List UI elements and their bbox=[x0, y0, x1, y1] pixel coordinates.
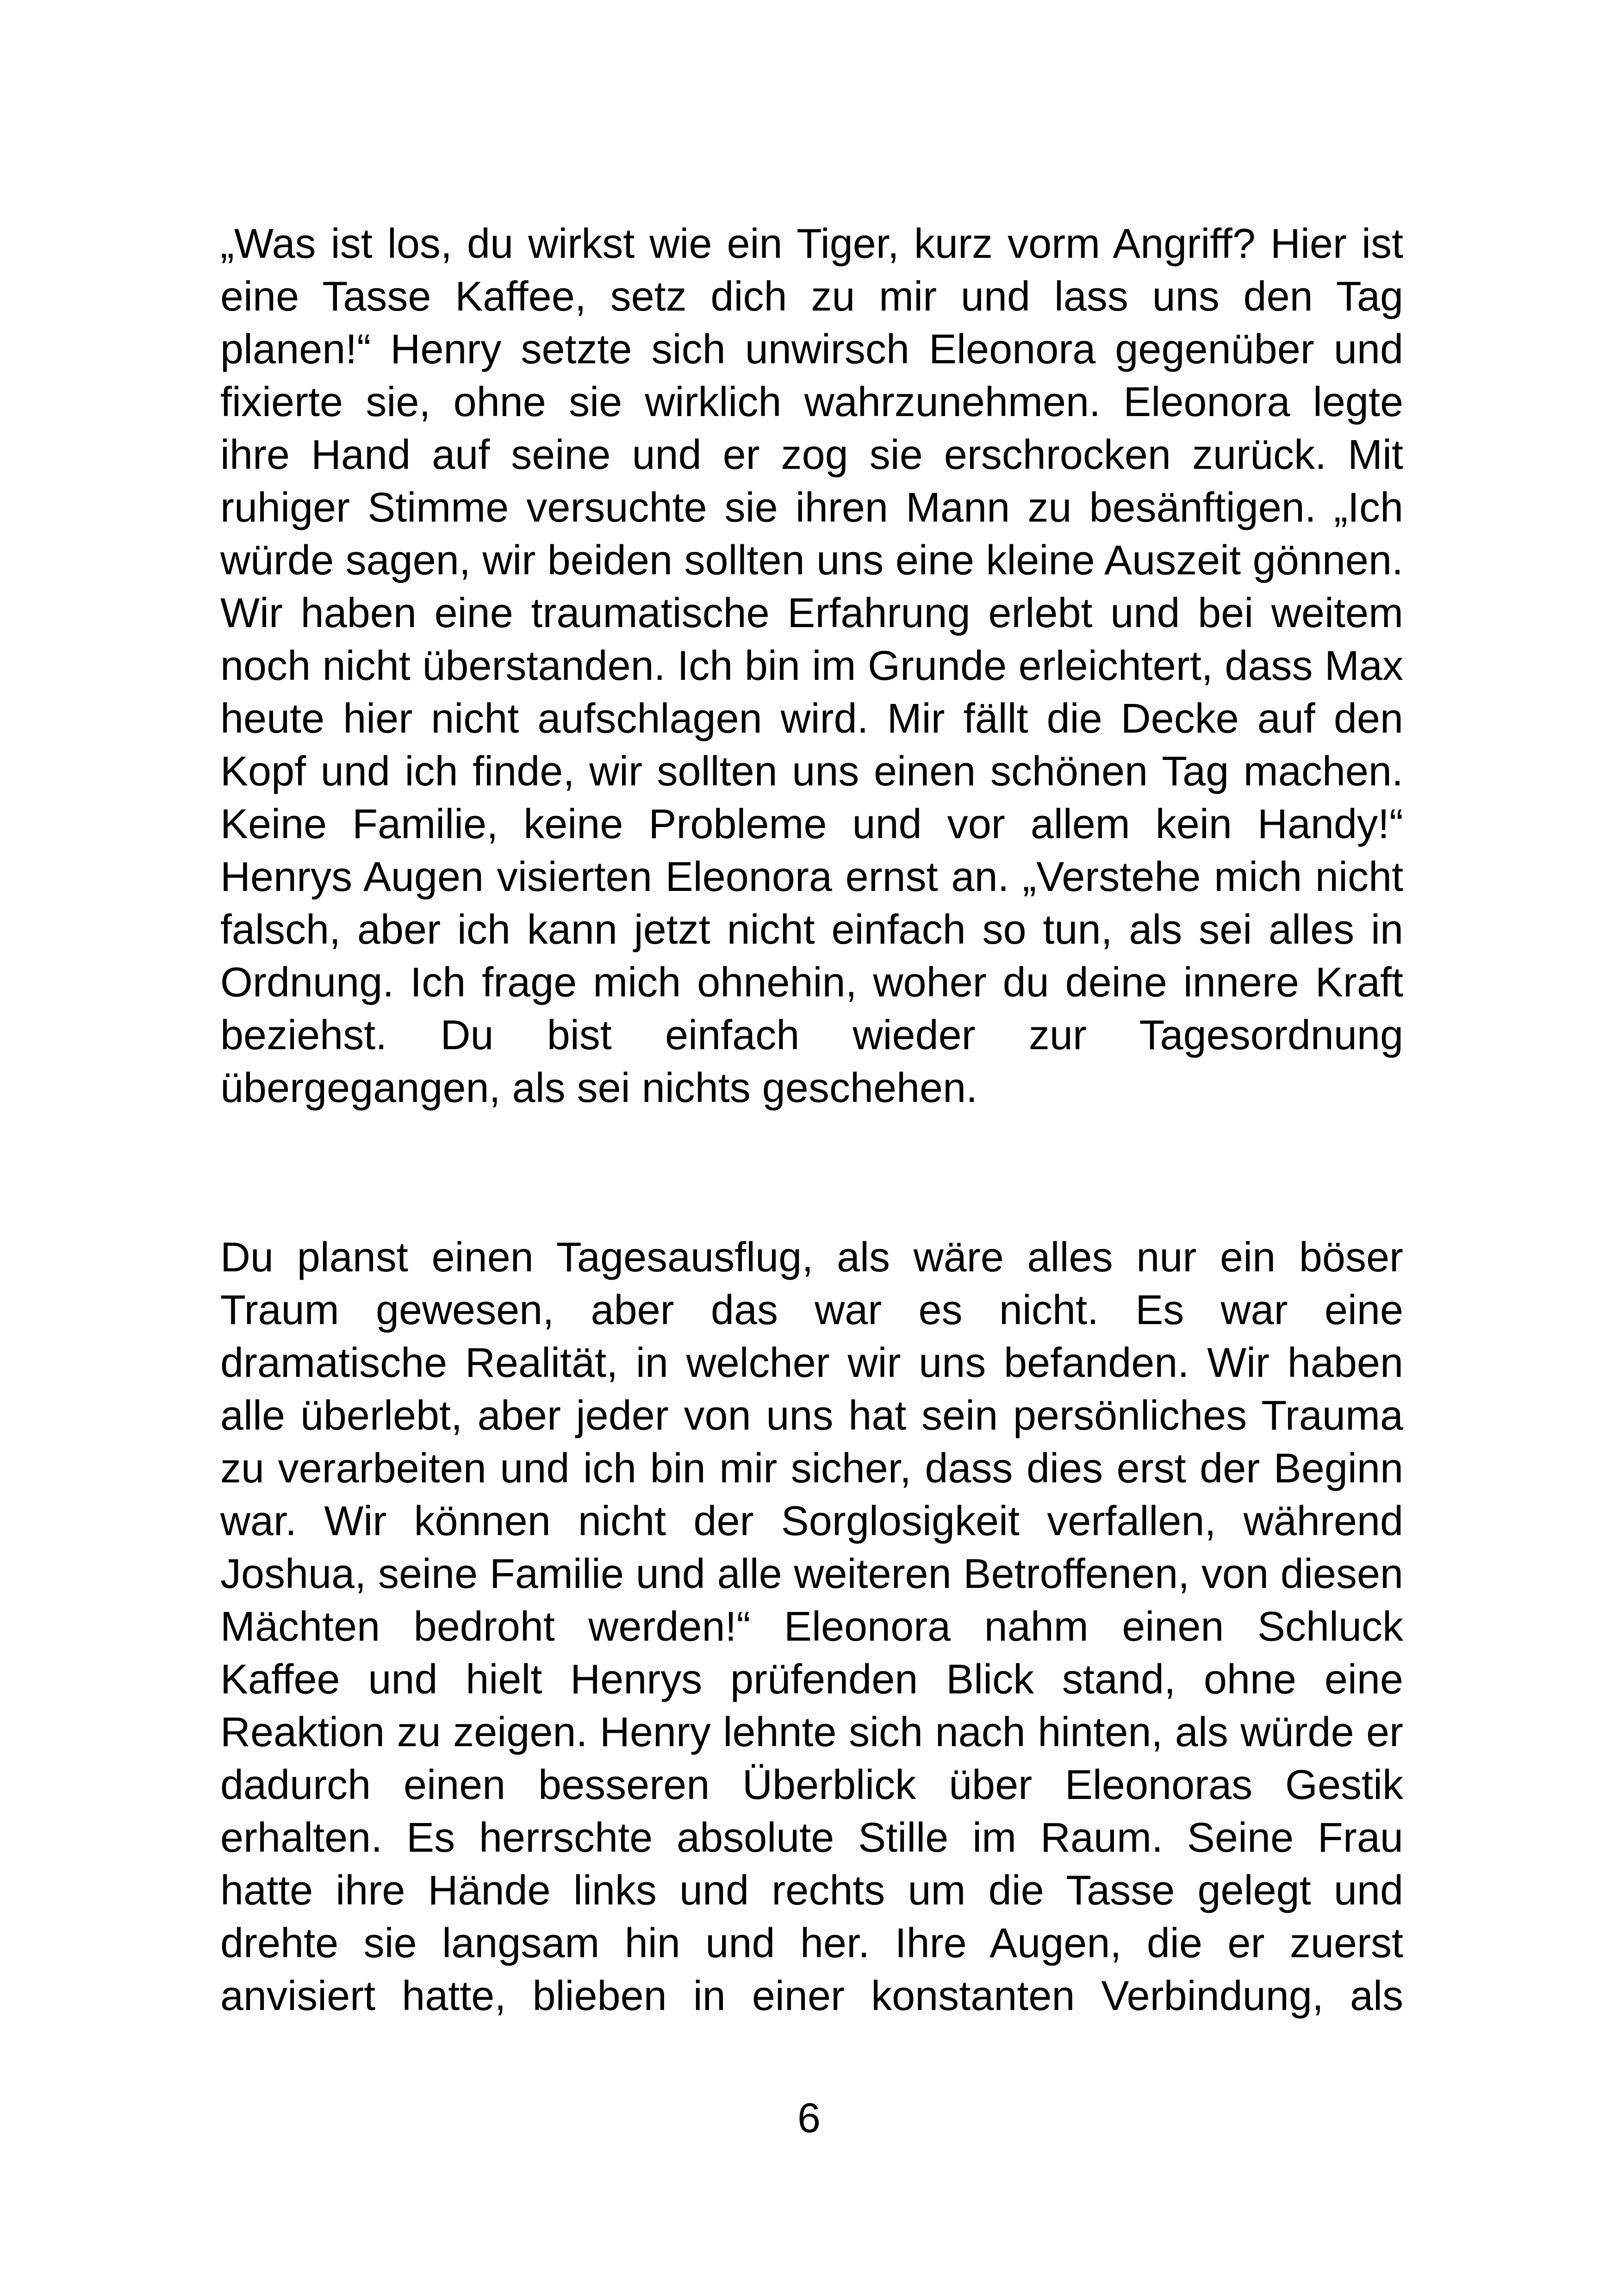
text-line: Du planst einen Tagesausflug, als wäre alles nur ein böser bbox=[220, 1234, 1403, 1281]
text-line: war. Wir können nicht der Sorglosigkeit verfallen, während bbox=[220, 1498, 1403, 1544]
text-line: würde sagen, wir beiden sollten uns eine kleine Auszeit gönnen. bbox=[220, 537, 1403, 584]
paragraph-2 bbox=[220, 1231, 1403, 2022]
text-line: „Was ist los, du wirkst wie ein Tiger, kurz vorm Angriff? Hier ist bbox=[220, 221, 1403, 267]
text-line: dramatische Realität, in welcher wir uns befanden. Wir haben bbox=[220, 1340, 1403, 1386]
text-line: Kaffee und hielt Henrys prüfenden Blick stand, ohne eine bbox=[220, 1656, 1403, 1703]
text-line: ruhiger Stimme versuchte sie ihren Mann zu besänftigen. „Ich bbox=[220, 485, 1403, 531]
text-line: übergegangen, als sei nichts geschehen. bbox=[220, 1065, 978, 1111]
text-line: planen!“ Henry setzte sich unwirsch Eleonora gegenüber und bbox=[220, 326, 1403, 373]
text-line: noch nicht überstanden. Ich bin im Grunde erleichtert, dass Max bbox=[220, 643, 1403, 689]
text-line: falsch, aber ich kann jetzt nicht einfach so tun, als sei alles in bbox=[220, 907, 1403, 953]
text-line: Wir haben eine traumatische Erfahrung erlebt und bei weitem bbox=[220, 590, 1403, 636]
text-line: Kopf und ich finde, wir sollten uns einen schönen Tag machen. bbox=[220, 748, 1403, 795]
text-line: dadurch einen besseren Überblick über Eleonoras Gestik bbox=[220, 1762, 1403, 1808]
text-line: alle überlebt, aber jeder von uns hat sein persönliches Trauma bbox=[220, 1393, 1403, 1439]
text-line: fixierte sie, ohne sie wirklich wahrzunehmen. Eleonora legte bbox=[220, 379, 1403, 425]
text-line: Keine Familie, keine Probleme und vor allem kein Handy!“ bbox=[220, 801, 1403, 847]
text-line: Henrys Augen visierten Eleonora ernst an. „Verstehe mich nicht bbox=[220, 854, 1403, 900]
text-line: ihre Hand auf seine und er zog sie erschrocken zurück. Mit bbox=[220, 432, 1403, 478]
text-line: beziehst. Du bist einfach wieder zur Tagesordnung bbox=[220, 1012, 1403, 1058]
text-line: Mächten bedroht werden!“ Eleonora nahm einen Schluck bbox=[220, 1604, 1403, 1650]
page-number: 6 bbox=[797, 2095, 821, 2141]
paragraph-1 bbox=[220, 218, 1403, 1114]
text-line: Reaktion zu zeigen. Henry lehnte sich nach hinten, als würde er bbox=[220, 1709, 1403, 1755]
text-line: heute hier nicht aufschlagen wird. Mir fällt die Decke auf den bbox=[220, 696, 1403, 742]
text-line: Ordnung. Ich frage mich ohnehin, woher du deine innere Kraft bbox=[220, 959, 1403, 1006]
text-line: anvisiert hatte, blieben in einer konstanten Verbindung, als bbox=[220, 1973, 1403, 2019]
text-line: Traum gewesen, aber das war es nicht. Es war eine bbox=[220, 1287, 1403, 1333]
text-line: Joshua, seine Familie und alle weiteren Betroffenen, von diesen bbox=[220, 1551, 1403, 1597]
text-line: erhalten. Es herrschte absolute Stille im Raum. Seine Frau bbox=[220, 1815, 1403, 1861]
text-line: zu verarbeiten und ich bin mir sicher, dass dies erst der Beginn bbox=[220, 1445, 1403, 1492]
text-line: hatte ihre Hände links und rechts um die Tasse gelegt und bbox=[220, 1867, 1403, 1914]
text-line: drehte sie langsam hin und her. Ihre Augen, die er zuerst bbox=[220, 1920, 1403, 1966]
text-line: eine Tasse Kaffee, setz dich zu mir und lass uns den Tag bbox=[220, 274, 1403, 320]
